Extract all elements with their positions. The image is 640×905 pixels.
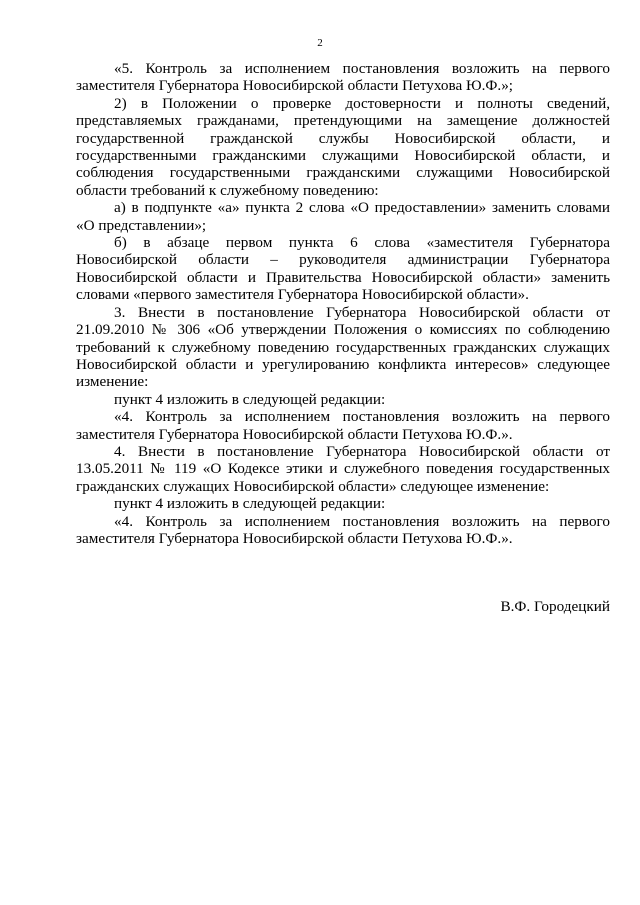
- paragraph-item-2-regulation: 2) в Положении о проверке достоверности и полноты сведений, представляемых гражданами, претендующими на замещение должностей государственной гражданской службы Новосибирской области, и государственными гражданскими служащими Новосибирской области, и соблюдения государственными гражданскими служащими Новосибирской области требований к служебному поведению:: [76, 94, 610, 199]
- paragraph-item-4-text: «4. Контроль за исполнением постановления возложить на первого заместителя Губернатора Новосибирской области Петухова Ю.Ф.».: [76, 512, 610, 547]
- document-body: [76, 60, 610, 547]
- paragraph-item-3-text: «4. Контроль за исполнением постановления возложить на первого заместителя Губернатора Новосибирской области Петухова Ю.Ф.».: [76, 408, 610, 443]
- paragraph-item-4-amendment: 4. Внести в постановление Губернатора Новосибирской области от 13.05.2011 № 119 «О Кодексе этики и служебного поведения государственных гражданских служащих Новосибирской области» следующее изменение:: [76, 442, 610, 495]
- paragraph-item-4-instruction: пункт 4 изложить в следующей редакции:: [114, 495, 386, 513]
- paragraph-item-5-control: «5. Контроль за исполнением постановления возложить на первого заместителя Губернатора Новосибирской области Петухова Ю.Ф.»;: [76, 60, 610, 95]
- paragraph-subitem-b: б) в абзаце первом пункта 6 слова «заместителя Губернатора Новосибирской области – руководителя администрации Губернатора Новосибирской области и Правительства Новосибирской области» заменить словами «первого заместителя Губернатора Новосибирской области».: [76, 234, 610, 304]
- paragraph-item-3-amendment: 3. Внести в постановление Губернатора Новосибирской области от 21.09.2010 № 306 «Об утверждении Положения о комиссиях по соблюдению требований к служебному поведению государственных гражданских служащих Новосибирской области и урегулированию конфликта интересов» следующее изменение:: [76, 303, 610, 391]
- paragraph-item-3-instruction: пункт 4 изложить в следующей редакции:: [114, 390, 386, 408]
- signature-name: В.Ф. Городецкий: [500, 598, 610, 615]
- paragraph-subitem-a: а) в подпункте «а» пункта 2 слова «О предоставлении» заменить словами «О представлении»;: [76, 199, 610, 234]
- page-number: 2: [317, 37, 323, 49]
